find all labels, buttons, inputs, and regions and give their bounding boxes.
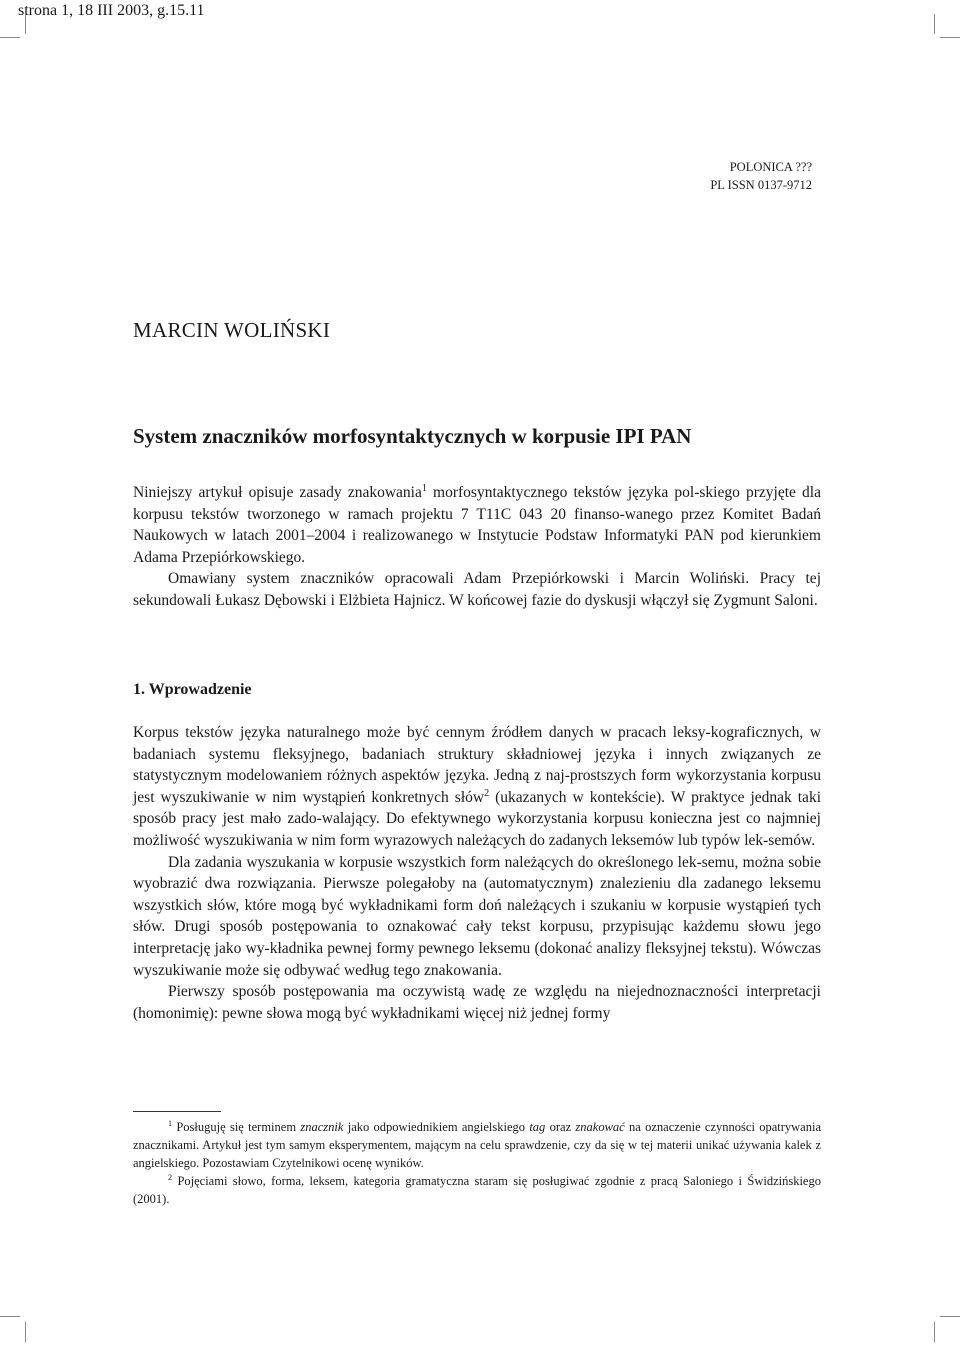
- footnote-ref: 1: [421, 482, 427, 494]
- footnote-ref: 2: [484, 787, 490, 799]
- footnote-mark: 2: [168, 1172, 173, 1182]
- body-text-span: (ukazanych w kontekście). W praktyce jednak taki sposób pracy jest mało zado-walający. Do efektywnego wykorzystania korpusu konieczna jest co najmniej możliwość wyszukiwania w nim form wyrazowych należących do zadanych leksemów lub typów lek-semów.: [133, 788, 821, 849]
- footnote-rule: [133, 1111, 221, 1112]
- crop-mark-br-h: [940, 1316, 960, 1317]
- abstract: [133, 482, 821, 611]
- footnote-2: [133, 1172, 821, 1208]
- footnote-mark: 1: [168, 1118, 173, 1128]
- crop-mark-bl-h: [0, 1316, 20, 1317]
- crop-mark-tl-h: [0, 37, 20, 38]
- crop-mark-tr-h: [940, 37, 960, 38]
- article-title: System znaczników morfosyntaktycznych w korpusie IPI PAN: [133, 424, 692, 448]
- abstract-text: Niniejszy artykuł opisuje zasady znakowania: [133, 484, 422, 501]
- crop-mark-br-v: [934, 1322, 935, 1342]
- crop-mark-tr-v: [934, 14, 935, 34]
- footnote-text: oraz: [545, 1120, 576, 1134]
- footnote-text: Posługuję się terminem: [172, 1120, 301, 1134]
- footnote-term: znacznik: [300, 1120, 344, 1134]
- footnote-text: jako odpowiednikiem angielskiego: [343, 1120, 530, 1134]
- abstract-paragraph: Omawiany system znaczników opracowali Adam Przepiórkowski i Marcin Woliński. Pracy tej sekundowali Łukasz Dębowski i Elżbieta Hajnicz. W końcowej fazie do dyskusji włączył się Zygmunt Saloni.: [133, 570, 821, 609]
- footnote-1: [133, 1118, 821, 1172]
- footnote-term: tag: [529, 1120, 546, 1134]
- body-paragraph: [133, 722, 821, 852]
- section-heading: 1. Wprowadzenie: [133, 681, 252, 698]
- journal-issn: PL ISSN 0137-9712: [710, 178, 812, 192]
- journal-name: POLONICA ???: [729, 160, 812, 174]
- footnotes: [133, 1118, 821, 1208]
- abstract-text: morfosyntaktycznego tekstów języka pol-skiego przyjęte dla korpusu tekstów tworzonego w ramach projektu 7 T11C 043 20 finanso-wanego przez Komitet Badań Naukowych w latach 2001–2004 i realizowanego w Instytucie Podstaw Informatyki PAN pod kierunkiem Adama Przepiórkowskiego.: [133, 484, 821, 566]
- body-text-span: Korpus tekstów języka naturalnego może być cennym źródłem danych w pracach leksy-kograficznych, w badaniach systemu fleksyjnego, badaniach struktury składniowej języka i innych związanych ze statystycznym modelowaniem różnych aspektów języka. Jedną z naj-prostszych form wykorzystania korpusu jest wyszukiwanie w nim wystąpień konkretnych słów: [133, 724, 821, 806]
- author-name: MARCIN WOLIŃSKI: [133, 318, 331, 342]
- body-paragraph: Pierwszy sposób postępowania ma oczywistą wadę ze względu na niejednoznaczności interpretacji (homonimię): pewne słowa mogą być wykładnikami więcej niż jednej formy: [133, 983, 821, 1022]
- footnote-text: Pojęciami słowo, forma, leksem, kategoria gramatyczna staram się posługiwać zgodnie z pracą Saloniego i Świdzińskiego (2001).: [133, 1174, 821, 1206]
- crop-mark-bl-v: [25, 1322, 26, 1342]
- abstract-paragraph: [133, 482, 821, 568]
- body-paragraph: Dla zadania wyszukania w korpusie wszystkich form należących do określonego lek-semu, można sobie wyobrazić dwa rozwiązania. Pierwsze polegałoby na (automatycznym) znalezieniu dla zadanego leksemu wszystkich słów, które mogą być wykładnikami form doń należących i szukaniu w korpusie wystąpień tych słów. Drugi sposób postępowania to oznakować cały tekst korpusu, przypisując każdemu słowu jego interpretację jako wy-kładnika pewnej formy pewnego leksemu (dokonać analizy fleksyjnej tekstu). Wówczas wyszukiwanie może się odbywać według tego znakowania.: [133, 853, 821, 979]
- running-header: strona 1, 18 III 2003, g.15.11: [18, 2, 205, 19]
- footnote-text: na oznaczenie czynności opatrywania znacznikami. Artykuł jest tym samym eksperymentem, mającym na celu sprawdzenie, czy da się w tej materii unikać używania kalek z angielskiego. Pozostawiam Czytelnikowi ocenę wyników.: [133, 1120, 821, 1170]
- footnote-term: znakować: [575, 1120, 625, 1134]
- body-text: [133, 722, 821, 1024]
